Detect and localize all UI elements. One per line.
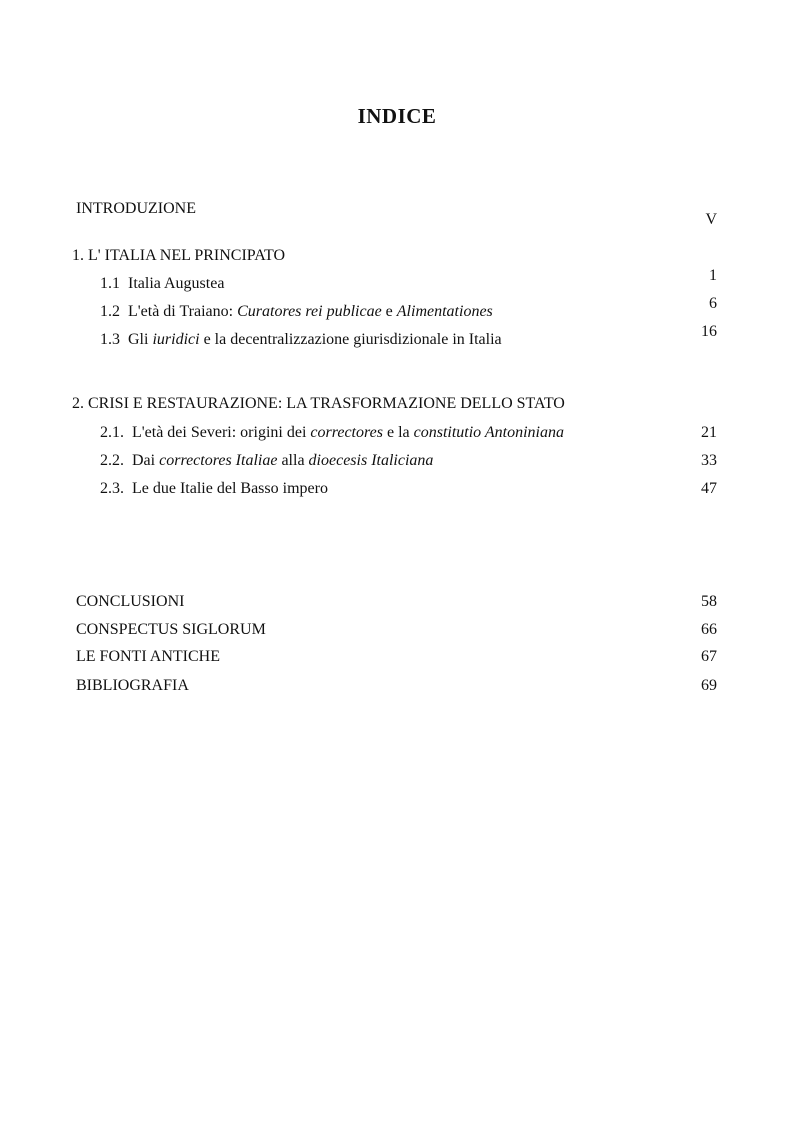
toc-entry-introduction: INTRODUZIONE — [76, 200, 196, 217]
section-title-italic: correctores Italiae — [159, 452, 278, 469]
page-title: INDICE — [357, 104, 437, 128]
toc-page-1-3: 16 — [701, 323, 717, 340]
toc-entry-1-3 — [100, 330, 502, 350]
section-title-part: e — [381, 303, 397, 320]
toc-page-2-1: 21 — [701, 424, 717, 441]
section-number: 2.2. — [100, 452, 124, 469]
section-title-part: e la — [382, 424, 414, 441]
toc-entry-conspectus: CONSPECTUS SIGLORUM — [76, 621, 266, 638]
section-title-italic: iuridici — [152, 331, 200, 348]
toc-page-1-1: 1 — [709, 267, 717, 284]
section-number: 1.2 — [100, 303, 120, 320]
toc-page-introduction: V — [705, 211, 717, 228]
section-title-part: Dai — [132, 452, 160, 469]
toc-entry-2-3 — [100, 479, 328, 499]
section-title-part: alla — [277, 452, 309, 469]
section-title-part: Gli — [128, 331, 153, 348]
toc-page-2-3: 47 — [701, 480, 717, 497]
chapter-2-heading: 2. CRISI E RESTAURAZIONE: LA TRASFORMAZIONE DELLO STATO — [72, 395, 565, 412]
section-title-part: L'età di Traiano: — [128, 303, 238, 320]
section-title-part: e la decentralizzazione giurisdizionale in Italia — [199, 331, 502, 348]
toc-page-conspectus: 66 — [701, 621, 717, 638]
section-title-italic: constitutio Antoniniana — [413, 424, 564, 441]
toc-entry-conclusioni: CONCLUSIONI — [76, 593, 185, 610]
section-number: 2.1. — [100, 424, 124, 441]
toc-page-bibliografia: 69 — [701, 677, 717, 694]
toc-entry-2-1 — [100, 423, 564, 443]
section-title-italic: Alimentationes — [396, 303, 493, 320]
section-title: Italia Augustea — [128, 275, 225, 292]
section-title: Le due Italie del Basso impero — [132, 480, 328, 497]
toc-entry-1-2 — [100, 302, 493, 322]
chapter-1-heading: 1. L' ITALIA NEL PRINCIPATO — [72, 247, 286, 264]
section-title-italic: Curatores rei publicae — [237, 303, 382, 320]
section-number: 1.1 — [100, 275, 120, 292]
toc-entry-bibliografia: BIBLIOGRAFIA — [76, 677, 189, 694]
section-number: 1.3 — [100, 331, 120, 348]
toc-page-2-2: 33 — [701, 452, 717, 469]
toc-page-1-2: 6 — [709, 295, 717, 312]
toc-entry-fonti: LE FONTI ANTICHE — [76, 648, 220, 665]
section-title-part: L'età dei Severi: origini dei — [132, 424, 311, 441]
section-title-italic: dioecesis Italiciana — [308, 452, 434, 469]
section-number: 2.3. — [100, 480, 124, 497]
toc-page-conclusioni: 58 — [701, 593, 717, 610]
toc-page-fonti: 67 — [701, 648, 717, 665]
toc-entry-2-2 — [100, 451, 433, 471]
toc-entry-1-1 — [100, 274, 224, 294]
section-title-italic: correctores — [310, 424, 383, 441]
